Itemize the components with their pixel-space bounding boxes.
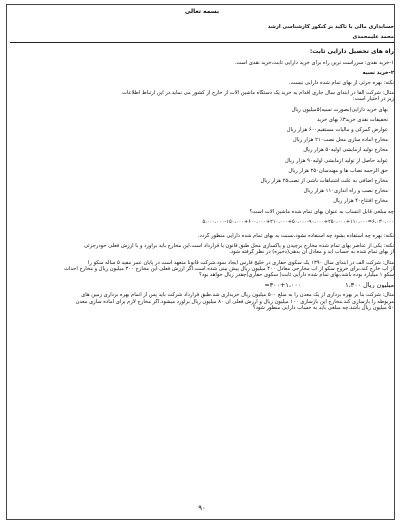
note-interest: نکته: بهره جزئی از بهای تمام شده دارایی نیست. — [288, 80, 394, 87]
note-restoration-line2: از بهای تمام شده به حساب آید و معادل آن بدهی(ذخیره) در نظر گرفته شود. — [229, 249, 394, 256]
paragraph-credit-purchase-title: ۲-خرید نسیه — [362, 69, 394, 76]
list-item: مخارج نصب و راه اندازی۱۱۰ هزار ریال — [303, 188, 388, 195]
answer2-text: میلیون ریال ۱،۳۰۰ — [345, 282, 394, 289]
question-machinery-cost: چه مبلغی قابل انتساب به عنوان بهای تمام شده ماشین آلات است؟ — [249, 208, 394, 215]
page-content — [10, 8, 394, 311]
list-item: عواید حاصل از تولید آزمایشی اولیه۹۰ هزار ریال — [285, 157, 388, 164]
header-divider — [10, 42, 394, 43]
example2-line1: مثال: شرکت الف در ابتدای سال ۱۳۹۰ یک سکوی حفاری در خلیج فارس ایجاد نمود.شرکت قانونا متعهد است در پایان عمر مفید ۵ ساله سکو را — [87, 259, 394, 266]
list-item: مخارج اضافی به علت اشتباهات ناشی از نصب۲۵ هزار ریال — [260, 178, 388, 185]
note-restoration-line1: نکته: یکی از عناصر بهای تمام شده مخارج برچیدن و پاکسازی محل طبق قانون یا قرارداد است.این مخارج باید برآورد و با ارزش فعلی خودرجزئی — [83, 243, 394, 250]
list-item: عوارض گمرکی و مالیات مستقیم۶۰۰ هزار ریال — [286, 127, 388, 134]
calculation-line: ۵،۰۰۰،۰۰۰-۱۵۰،۰۰۰+۶۰۰،۰۰۰+۲۱۰،۰۰۰+۵۰،۰۰۰-۹۰،۰۰۰+۲۵۰،۰۰۰+۱۱۰،۰۰۰=۶،۰۳۰،۰۰۰ — [202, 218, 394, 225]
list-item: حق الزحمه نصاب ها و مهندسان۲۵۰ هزار ریال — [288, 167, 388, 174]
list-item: بهای خرید دارایی(بصورت نسیه)۵میلیون ریال — [291, 106, 388, 113]
list-item: مخارج تولید آزمایشی اولیه۵۰ هزار ریال — [303, 147, 388, 154]
example1-line1: مثال: شرکت آلفا در ابتدای سال جاری اقدام به خرید یک دستگاه ماشین آلات از خارج از کشور می نماید.در این ارتباط اطلاعات — [122, 90, 394, 97]
example1-line2: زیر در اختیار است: — [352, 96, 394, 103]
list-item: تخفیفات نقدی خرید۳٪ بهای خرید — [316, 116, 388, 123]
page-number: ۹۰ — [198, 504, 206, 512]
section-title: راه های تحصیل دارایی ثابت: — [309, 48, 394, 56]
answer2-calc: ۱،۰۰۰+۳۰۰= — [264, 282, 302, 289]
note-interest-recognition: نکته: بهره چه استفاده بشود چه استفاده نشود،نسبت به بهای تمام شده دارایی منظور گردد. — [197, 233, 394, 240]
list-item: مخارج افتتاح۴۰ هزار ریال — [333, 198, 388, 205]
subject-line: حسابداری مالی با تاکید بر کنکور کارشناسی ارشد — [267, 24, 394, 30]
example3-line3: ۵۰ میلیون ریال باشد،چه مبلغی باید به حساب دارایی منظور شود؟ — [252, 304, 394, 311]
example2-line2: از آب خارج کند.برای خروج سکو از آب مخارجی معادل ۴۰۰ میلیون ریال پیش بینی شده است.اگر ارزش فعلی این مخارج ۳۰۰ میلیون ریال و مخارج احداث — [64, 265, 394, 272]
example3-line1: مثال: شرکت بنا بر بهره برداری از یک معدن را به مبلغ ۵۰۰ میلیون ریال خریداری شد.طبق قرارداد شرکت باید پس از اتمام بهره برداری زمین های — [81, 292, 394, 299]
bismillah: بسمه تعالی — [184, 8, 220, 15]
example3-line2: مربوطه را بازسازی کند.مخارج این بازسازی ۱۰۰ میلیون ریال و ارزش فعلی آن ۸۰ میلیون ریال برآورد میشود.اگر مخارج لازم برای آماده سازی معدن — [75, 298, 394, 305]
example2-line3: سکو ۱ میلیارد بوده باشد،بهای تمام شده دارایی ثابت( سکوی حفاری)چقدر ریال خواهد بود؟ — [199, 272, 394, 279]
paragraph-cash-purchase: ۱-خرید نقدی: سرراست ترین راه برای خرید دارایی ثابت،خرید نقدی است. — [234, 59, 394, 66]
author-line: محمد علیمحمدی — [352, 34, 394, 41]
list-item: مخارج آماده سازی محل نصب۲۱۰ هزار ریال — [292, 137, 388, 144]
